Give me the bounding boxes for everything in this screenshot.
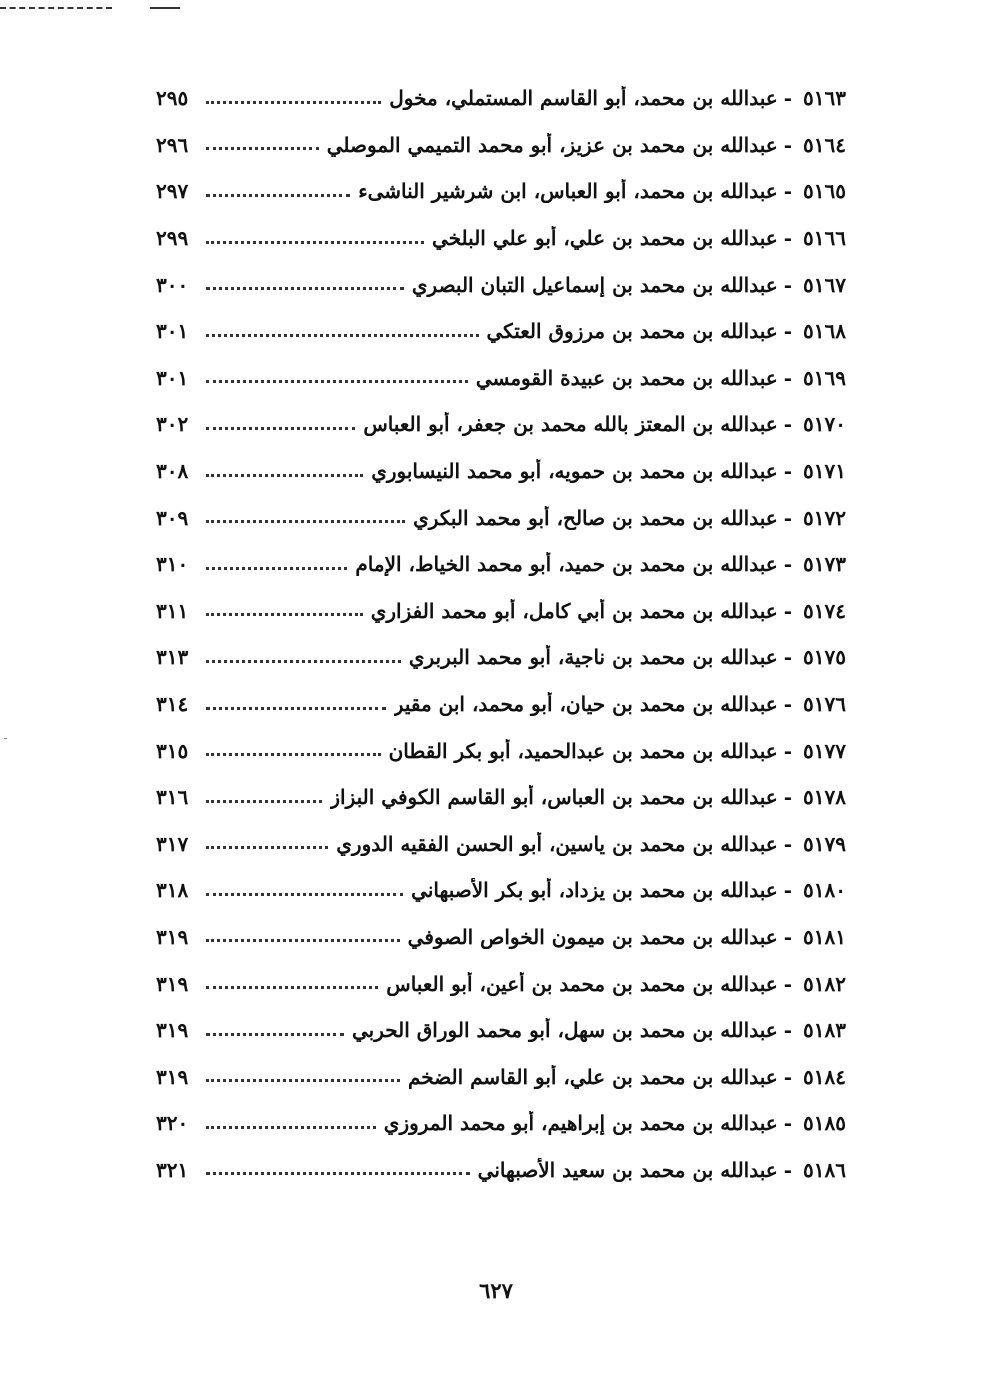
entry-title: عبدالله بن محمد بن يزداد، أبو بكر الأصبهاني	[411, 878, 778, 903]
entry-title: عبدالله بن محمد بن علي، أبو القاسم الضخم	[407, 1064, 778, 1089]
toc-entry	[156, 261, 846, 308]
entry-separator: -	[783, 505, 792, 530]
entry-separator: -	[783, 785, 792, 810]
dot-leader	[206, 334, 479, 337]
toc-entry	[156, 960, 846, 1007]
table-of-contents	[156, 75, 846, 1193]
entry-page-number: ٣١١	[156, 598, 189, 623]
entry-page-number: ٣٠١	[156, 365, 189, 390]
entry-number: ٥١٨٠	[803, 878, 846, 903]
entry-title: عبدالله بن محمد بن حميد، أبو محمد الخياط، الإمام	[355, 552, 778, 577]
entry-title: عبدالله بن محمد بن ميمون الخواص الصوفي	[407, 924, 778, 949]
toc-entry	[156, 401, 846, 448]
entry-separator: -	[783, 412, 792, 437]
entry-separator: -	[783, 319, 792, 344]
entry-separator: -	[783, 971, 792, 996]
entry-number: ٥١٨٤	[803, 1064, 846, 1089]
entry-title: عبدالله بن محمد بن محمد بن أعين، أبو العباس	[386, 971, 778, 996]
entry-title: عبدالله بن محمد بن حيان، أبو محمد، ابن مقير	[393, 692, 778, 717]
toc-entry	[156, 541, 846, 588]
toc-entry	[156, 448, 846, 495]
entry-number: ٥١٦٥	[803, 179, 846, 204]
entry-title: عبدالله بن محمد بن عبدالحميد، أبو بكر القطان	[388, 738, 778, 763]
dot-leader	[206, 753, 381, 756]
entry-number: ٥١٧٨	[803, 785, 846, 810]
entry-page-number: ٣١٦	[156, 785, 189, 810]
entry-page-number: ٣٢١	[156, 1157, 189, 1182]
dot-leader	[206, 893, 403, 896]
entry-number: ٥١٨١	[803, 924, 846, 949]
toc-entry	[156, 821, 846, 868]
entry-title: عبدالله بن محمد بن ياسين، أبو الحسن الفقيه الدوري	[336, 831, 778, 856]
entry-page-number: ٢٩٥	[156, 86, 189, 111]
entry-number: ٥١٧٠	[803, 412, 846, 437]
dot-leader	[206, 380, 468, 383]
entry-number: ٥١٨٣	[803, 1018, 846, 1043]
dot-leader	[206, 707, 386, 710]
toc-entry	[156, 1100, 846, 1147]
entry-separator: -	[783, 692, 792, 717]
entry-page-number: ٣١٣	[156, 645, 189, 670]
entry-separator: -	[783, 1111, 792, 1136]
entry-page-number: ٣١٩	[156, 1018, 189, 1043]
entry-number: ٥١٦٧	[803, 272, 846, 297]
dot-leader	[206, 474, 363, 477]
entry-title: عبدالله بن محمد بن العباس، أبو القاسم الكوفي البزاز	[330, 785, 778, 810]
toc-entry	[156, 588, 846, 635]
entry-separator: -	[783, 1064, 792, 1089]
entry-title: عبدالله بن محمد بن إبراهيم، أبو محمد المروزي	[383, 1111, 778, 1136]
toc-entry	[156, 1007, 846, 1054]
entry-separator: -	[783, 552, 792, 577]
entry-title: عبدالله بن محمد بن أبي كامل، أبو محمد الفزاري	[370, 598, 778, 623]
toc-entry	[156, 1053, 846, 1100]
dot-leader	[206, 241, 424, 244]
entry-title: عبدالله بن محمد بن علي، أبو علي البلخي	[431, 226, 778, 251]
dot-leader	[206, 800, 322, 803]
entry-number: ٥١٧٤	[803, 598, 846, 623]
entry-title: عبدالله بن محمد بن حمويه، أبو محمد النيسابوري	[371, 459, 778, 484]
header-rule-solid	[150, 7, 180, 9]
toc-entry	[156, 122, 846, 169]
entry-separator: -	[783, 459, 792, 484]
entry-title: عبدالله بن محمد بن إسماعيل التبان البصري	[411, 272, 778, 297]
toc-entry	[156, 914, 846, 961]
toc-entry	[156, 1147, 846, 1194]
entry-title: عبدالله بن محمد بن سعيد الأصبهاني	[477, 1157, 778, 1182]
entry-separator: -	[783, 226, 792, 251]
toc-entry	[156, 867, 846, 914]
entry-page-number: ٣٠٠	[156, 272, 189, 297]
entry-number: ٥١٧٣	[803, 552, 846, 577]
entry-number: ٥١٧٥	[803, 645, 846, 670]
entry-title: عبدالله بن المعتز بالله محمد بن جعفر، أبو العباس	[363, 412, 778, 437]
entry-number: ٥١٧٢	[803, 505, 846, 530]
toc-entry	[156, 774, 846, 821]
entry-number: ٥١٦٨	[803, 319, 846, 344]
dot-leader	[206, 567, 347, 570]
entry-separator: -	[783, 924, 792, 949]
entry-title: عبدالله بن محمد بن عبيدة القومسي	[475, 365, 778, 390]
toc-entry	[156, 634, 846, 681]
entry-separator: -	[783, 598, 792, 623]
entry-number: ٥١٧١	[803, 459, 846, 484]
entry-page-number: ٣١٤	[156, 692, 189, 717]
entry-separator: -	[783, 1157, 792, 1182]
entry-number: ٥١٦٤	[803, 132, 846, 157]
entry-page-number: ٣١٠	[156, 552, 189, 577]
entry-page-number: ٣٠٢	[156, 412, 189, 437]
entry-page-number: ٢٩٩	[156, 226, 189, 251]
toc-entry	[156, 308, 846, 355]
dot-leader	[206, 101, 381, 104]
margin-speck	[4, 738, 7, 739]
dot-leader	[206, 986, 378, 989]
dot-leader	[206, 939, 400, 942]
dot-leader	[206, 1126, 376, 1129]
dot-leader	[206, 1033, 344, 1036]
toc-entry	[156, 681, 846, 728]
entry-page-number: ٣٠٩	[156, 505, 189, 530]
entry-page-number: ٣١٩	[156, 971, 189, 996]
toc-entry	[156, 355, 846, 402]
entry-separator: -	[783, 132, 792, 157]
entry-number: ٥١٨٢	[803, 971, 846, 996]
entry-title: عبدالله بن محمد، أبو العباس، ابن شرشير الناشىء	[358, 179, 778, 204]
entry-separator: -	[783, 86, 792, 111]
dot-leader	[206, 520, 405, 523]
entry-page-number: ٣١٥	[156, 738, 189, 763]
entry-number: ٥١٦٣	[803, 86, 846, 111]
entry-number: ٥١٨٦	[803, 1157, 846, 1182]
dot-leader	[206, 147, 319, 150]
entry-separator: -	[783, 645, 792, 670]
dot-leader	[206, 1079, 400, 1082]
entry-number: ٥١٨٥	[803, 1111, 846, 1136]
page-number: ٦٢٧	[479, 1278, 513, 1303]
entry-number: ٥١٦٦	[803, 226, 846, 251]
entry-separator: -	[783, 365, 792, 390]
entry-separator: -	[783, 1018, 792, 1043]
entry-page-number: ٣٠١	[156, 319, 189, 344]
entry-page-number: ٢٩٦	[156, 132, 189, 157]
entry-separator: -	[783, 831, 792, 856]
entry-number: ٥١٧٦	[803, 692, 846, 717]
dot-leader	[206, 1172, 470, 1175]
entry-title: عبدالله بن محمد بن مرزوق العتكي	[486, 319, 778, 344]
entry-page-number: ٣١٨	[156, 878, 189, 903]
entry-separator: -	[783, 738, 792, 763]
entry-page-number: ٢٩٧	[156, 179, 189, 204]
entry-number: ٥١٧٩	[803, 831, 846, 856]
entry-separator: -	[783, 878, 792, 903]
entry-title: عبدالله بن محمد بن ناجية، أبو محمد البربري	[408, 645, 778, 670]
dot-leader	[206, 660, 401, 663]
entry-page-number: ٣١٩	[156, 1064, 189, 1089]
toc-entry	[156, 215, 846, 262]
entry-page-number: ٣٢٠	[156, 1111, 189, 1136]
header-rule-dashed	[0, 7, 112, 9]
entry-page-number: ٣١٩	[156, 924, 189, 949]
entry-page-number: ٣١٧	[156, 831, 189, 856]
toc-entry	[156, 75, 846, 122]
dot-leader	[206, 427, 355, 430]
dot-leader	[206, 846, 328, 849]
dot-leader	[206, 287, 404, 290]
entry-title: عبدالله بن محمد بن عزيز، أبو محمد التميمي الموصلي	[326, 132, 778, 157]
entry-title: عبدالله بن محمد بن صالح، أبو محمد البكري	[413, 505, 778, 530]
entry-separator: -	[783, 179, 792, 204]
entry-title: عبدالله بن محمد بن سهل، أبو محمد الوراق الحربي	[351, 1018, 778, 1043]
entry-separator: -	[783, 272, 792, 297]
toc-entry	[156, 168, 846, 215]
toc-entry	[156, 727, 846, 774]
entry-number: ٥١٧٧	[803, 738, 846, 763]
entry-number: ٥١٦٩	[803, 365, 846, 390]
dot-leader	[206, 613, 363, 616]
toc-entry	[156, 494, 846, 541]
entry-page-number: ٣٠٨	[156, 459, 189, 484]
dot-leader	[206, 194, 350, 197]
entry-title: عبدالله بن محمد، أبو القاسم المستملي، مخول	[389, 86, 778, 111]
